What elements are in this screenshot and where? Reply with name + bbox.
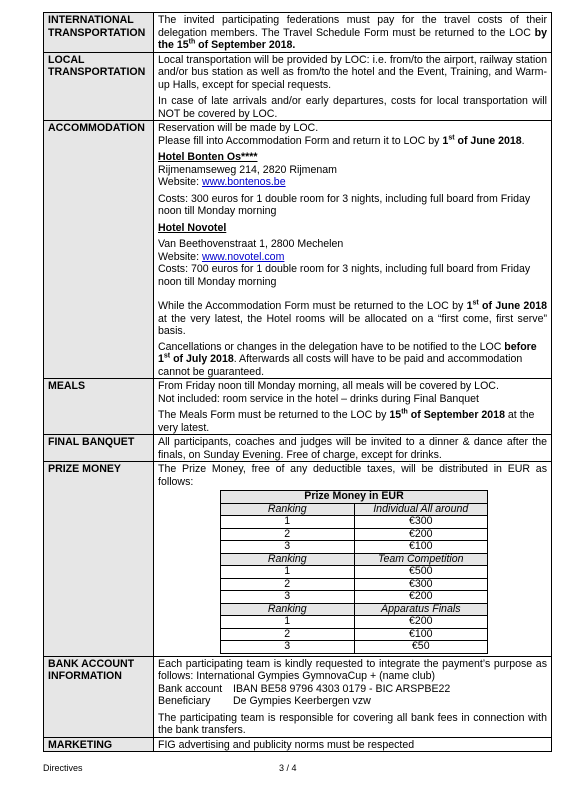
bank-account-line (158, 683, 547, 696)
prize-table-title-row (221, 491, 488, 504)
section-content (154, 379, 552, 435)
column-header: Apparatus Finals (354, 603, 488, 616)
prize-row (221, 528, 488, 541)
text: Cancellations or changes in the delegation have to be notified to the LOC (158, 340, 505, 353)
deadline-text: of June 2018 (454, 134, 522, 147)
rank-cell: 2 (221, 528, 355, 541)
prize-group-header (221, 603, 488, 616)
text: Website: (158, 176, 202, 188)
text: While the Accommodation Form must be returned to the LOC by (158, 300, 467, 312)
prize-group-header (221, 553, 488, 566)
column-header: Individual All around (354, 503, 488, 516)
ordinal-suffix: st (448, 133, 455, 141)
ordinal-suffix: th (401, 408, 408, 416)
rank-cell: 1 (221, 566, 355, 579)
ordinal-suffix: th (188, 38, 196, 46)
text: The Meals Form must be returned to the LOC by (158, 409, 390, 421)
paragraph: Reservation will be made by LOC. (158, 122, 319, 134)
paragraph (158, 300, 547, 338)
amount-cell: €300 (354, 578, 488, 591)
paragraph (158, 341, 547, 379)
field-label: Bank account (158, 682, 223, 695)
hotel-address: Van Beethovenstraat 1, 2800 Mechelen (158, 238, 344, 250)
hotel-name: Hotel Novotel (158, 221, 227, 234)
text: Website: (158, 250, 202, 263)
column-header: Ranking (221, 553, 355, 566)
prize-row (221, 566, 488, 579)
field-value: IBAN BE58 9796 4303 0179 - BIC ARSPBE22 (233, 682, 451, 695)
prize-row (221, 628, 488, 641)
row-meals (44, 379, 552, 435)
page-number: 3 / 4 (279, 763, 297, 773)
prize-money-table (220, 490, 488, 654)
deadline-text: of June 2018 (478, 300, 547, 312)
column-header: Ranking (221, 603, 355, 616)
beneficiary-line (158, 695, 547, 708)
rank-cell: 3 (221, 541, 355, 554)
row-local-transportation (44, 52, 552, 121)
field-label: Beneficiary (158, 695, 211, 707)
prize-row (221, 541, 488, 554)
section-label: FINAL BANQUET (44, 435, 154, 462)
paragraph: The Prize Money, free of any deductible taxes, will be distributed in EUR as follows: (158, 463, 547, 488)
section-content (154, 52, 552, 121)
prize-row (221, 591, 488, 604)
prize-row (221, 616, 488, 629)
section-content (154, 13, 552, 53)
ordinal-suffix: st (163, 352, 171, 360)
hotel-costs: Costs: 300 euros for 1 double room for 3 nights, including full board from Friday noon till Monday morning (158, 192, 531, 217)
section-content (154, 737, 552, 752)
paragraph: Not included: room service in the hotel – drinks during Final Banquet (158, 392, 479, 405)
section-label: BANK ACCOUNT INFORMATION (44, 656, 154, 737)
paragraph: In case of late arrivals and/or early departures, costs for local transportation will NOT be covered by LOC. (158, 95, 547, 120)
deadline-text: 1 (442, 134, 449, 147)
rank-cell: 3 (221, 641, 355, 654)
body-text: The invited participating federations must pay for the travel costs of their delegation members. The Travel Schedule Form must be returned to the LOC (158, 14, 547, 39)
directives-table (43, 12, 552, 752)
paragraph (158, 135, 547, 148)
section-label: MARKETING (44, 737, 154, 752)
amount-cell: €100 (354, 541, 488, 554)
section-content (154, 462, 552, 657)
ordinal-suffix: st (472, 299, 479, 307)
amount-cell: €50 (354, 641, 488, 654)
deadline-text: of September 2018 (407, 409, 505, 421)
amount-cell: €500 (354, 566, 488, 579)
section-label: ACCOMMODATION (44, 121, 154, 379)
prize-table-title: Prize Money in EUR (221, 491, 488, 504)
paragraph (158, 409, 547, 434)
row-prize-money (44, 462, 552, 657)
paragraph: Local transportation will be provided by LOC: i.e. from/to the airport, railway station and/or bus station as well as from/to the hotel and the Event, Training, and Warm-up Halls, except for special requests. (158, 53, 547, 91)
hotel-website-link[interactable]: www.bontenos.be (201, 176, 286, 188)
text: . (521, 134, 525, 147)
hotel-website (158, 176, 547, 189)
hotel-website (158, 251, 547, 264)
amount-cell: €300 (354, 516, 488, 529)
prize-row (221, 641, 488, 654)
row-final-banquet (44, 435, 552, 462)
deadline-text: before 1 (158, 340, 537, 365)
section-label: PRIZE MONEY (44, 462, 154, 657)
section-content (154, 435, 552, 462)
paragraph: All participants, coaches and judges will be invited to a dinner & dance after the finals, on Sunday Evening. Free of charge, except for drinks. (158, 436, 547, 461)
paragraph: Each participating team is kindly requested to integrate the payment’s purpose as follows: International Gympies GymnovaCup + (name club) (158, 657, 547, 682)
deadline-text: of September 2018. (195, 39, 296, 51)
amount-cell: €200 (354, 616, 488, 629)
section-content (154, 121, 552, 379)
hotel-costs: Costs: 700 euros for 1 double room for 3 nights, including full board from Friday noon till Monday morning (158, 263, 531, 288)
paragraph: From Friday noon till Monday morning, all meals will be covered by LOC. (158, 380, 499, 392)
rank-cell: 1 (221, 616, 355, 629)
deadline-text: 15 (389, 409, 402, 421)
deadline-text: of July 2018 (170, 353, 234, 365)
deadline-text: by the 15 (158, 26, 547, 51)
rank-cell: 2 (221, 628, 355, 641)
prize-group-header (221, 503, 488, 516)
amount-cell: €200 (354, 528, 488, 541)
row-international-transportation (44, 13, 552, 53)
amount-cell: €100 (354, 628, 488, 641)
prize-row (221, 578, 488, 591)
document-page (43, 12, 552, 752)
text: . Afterwards all costs will have to be paid and accommodation cannot be guaranteed. (158, 353, 523, 378)
footer-title: Directives (43, 763, 83, 773)
text: at the very latest, the Hotel rooms will be allocated on a “first come, first serve” basis. (158, 312, 547, 337)
section-label: MEALS (44, 379, 154, 435)
hotel-website-link[interactable]: www.novotel.com (201, 250, 285, 263)
rank-cell: 3 (221, 591, 355, 604)
prize-row (221, 516, 488, 529)
field-value: De Gympies Keerbergen vzw (233, 695, 371, 707)
paragraph: The participating team is responsible for covering all bank fees in connection with the bank transfers. (158, 711, 547, 736)
amount-cell: €200 (354, 591, 488, 604)
rank-cell: 2 (221, 578, 355, 591)
column-header: Ranking (221, 503, 355, 516)
deadline-text: 1 (466, 300, 473, 312)
row-marketing (44, 737, 552, 752)
text: Please fill into Accommodation Form and return it to LOC by (158, 134, 443, 147)
text: at the very latest. (158, 409, 535, 434)
column-header: Team Competition (354, 553, 488, 566)
hotel-name: Hotel Bonten Os**** (158, 151, 258, 163)
rank-cell: 1 (221, 516, 355, 529)
section-content (154, 656, 552, 737)
hotel-address: Rijmenamseweg 214, 2820 Rijmenam (158, 163, 338, 176)
row-accommodation (44, 121, 552, 379)
section-label: LOCAL TRANSPORTATION (44, 52, 154, 121)
paragraph: FIG advertising and publicity norms must be respected (158, 738, 415, 751)
section-label: INTERNATIONAL TRANSPORTATION (44, 13, 154, 53)
row-bank-account (44, 656, 552, 737)
